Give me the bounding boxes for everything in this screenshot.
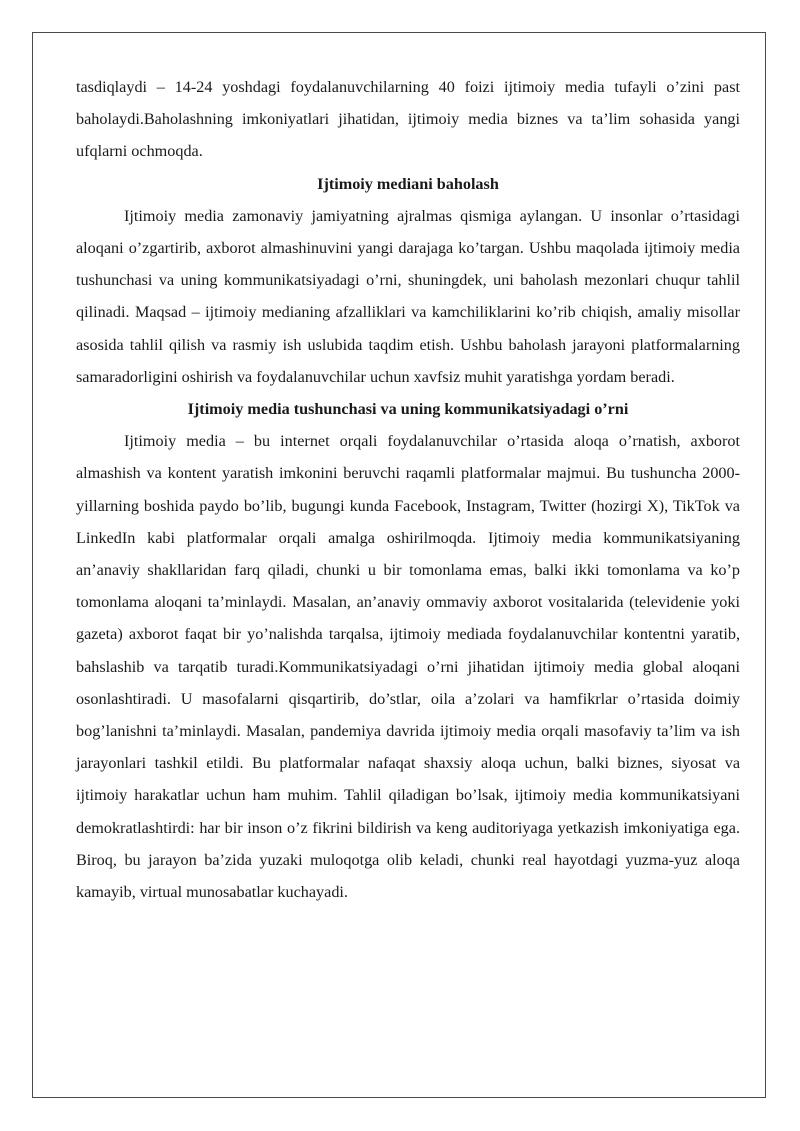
intro-paragraph: tasdiqlaydi – 14-24 yoshdagi foydalanuvchilarning 40 foizi ijtimoiy media tufayli o’zini past baholaydi.Baholashning imkoniyatlari jihatidan, ijtimoiy media biznes va ta’lim sohasida yangi ufqlarni ochmoqda. (76, 78, 740, 161)
section-heading-evaluation: Ijtimoiy mediani baholash (317, 174, 499, 193)
document-body (76, 71, 740, 908)
section-heading-concept: Ijtimoiy media tushunchasi va uning kommunikatsiyadagi o’rni (187, 400, 629, 419)
evaluation-paragraph: Ijtimoiy media zamonaviy jamiyatning ajralmas qismiga aylangan. U insonlar o’rtasidagi aloqani o’zgartirib, axborot almashinuvini yangi darajaga ko’targan. Ushbu maqolada ijtimoiy media tushunchasi va uning kommunikatsiyadagi o’rni, shuningdek, uni baholash mezonlari chuqur tahlil qilinadi. Maqsad – ijtimoiy medianing afzalliklari va kamchiliklarini ko’rib chiqish, amaliy misollar asosida tahlil qilish va rasmiy ish uslubida taqdim etish. Ushbu baholash jarayoni platformalarning samaradorligini oshirish va foydalanuvchilar uchun xavfsiz muhit yaratishga yordam beradi. (76, 206, 740, 386)
concept-paragraph: Ijtimoiy media – bu internet orqali foydalanuvchilar o’rtasida aloqa o’rnatish, axborot almashish va kontent yaratish imkonini beruvchi raqamli platformalar majmui. Bu tushuncha 2000-yillarning boshida paydo bo’lib, bugungi kunda Facebook, Instagram, Twitter (hozirgi X), TikTok va LinkedIn kabi platformalar orqali amalga oshirilmoqda. Ijtimoiy media kommunikatsiyaning an’anaviy shakllaridan farq qiladi, chunki u bir tomonlama emas, balki ikki tomonlama va ko’p tomonlama aloqani ta’minlaydi. Masalan, an’anaviy ommaviy axborot vositalarida (televidenie yoki gazeta) axborot faqat bir yo’nalishda tarqalsa, ijtimoiy mediada foydalanuvchilar kontentni yaratib, bahslashib va tarqatib turadi.Kommunikatsiyadagi o’rni jihatidan ijtimoiy media global aloqani osonlashtiradi. U masofalarni qisqartirib, do’stlar, oila a’zolari va hamfikrlar o’rtasida doimiy bog’lanishni ta’minlaydi. Masalan, pandemiya davrida ijtimoiy media orqali masofaviy ta’lim va ish jarayonlari tashkil etildi. Bu platformalar nafaqat shaxsiy aloqa uchun, balki biznes, siyosat va ijtimoiy harakatlar uchun ham muhim. Tahlil qiladigan bo’lsak, ijtimoiy media kommunikatsiyani demokratlashtirdi: har bir inson o’z fikrini bildirish va keng auditoriyaga yetkazish imkoniyatiga ega. Biroq, bu jarayon ba’zida yuzaki muloqotga olib keladi, chunki real hayotdagi yuzma-yuz aloqa kamayib, virtual munosabatlar kuchayadi. (76, 432, 740, 902)
